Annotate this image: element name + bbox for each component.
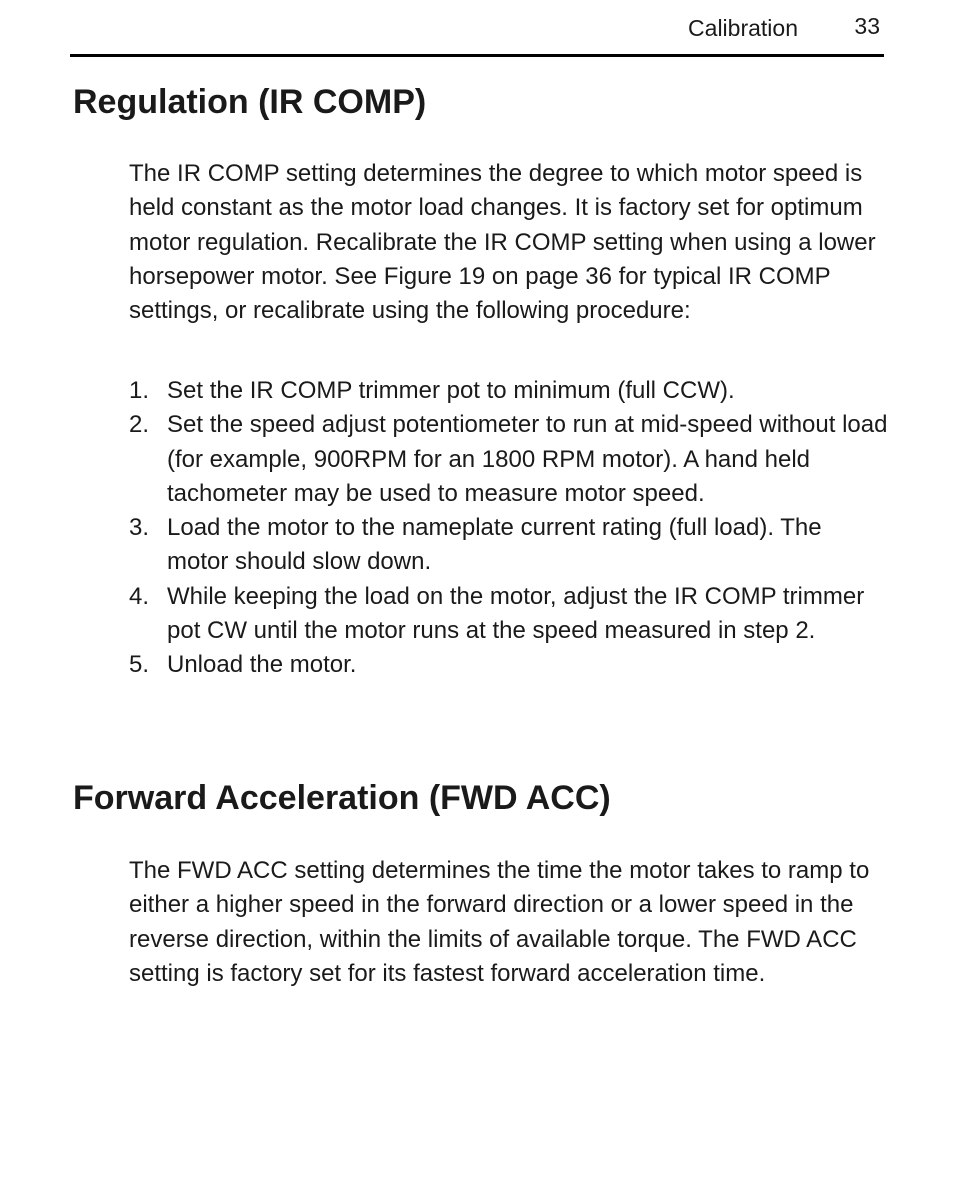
step-text: Unload the motor. (167, 651, 357, 679)
step-text: While keeping the load on the motor, adjust the IR COMP trimmer pot CW until the motor runs at the speed measured in step 2. (167, 582, 865, 645)
running-head (70, 12, 884, 42)
step-number: 3. (129, 514, 150, 542)
list-item (129, 511, 889, 580)
step-text: Load the motor to the nameplate current rating (full load). The motor should slow down. (167, 514, 822, 576)
section-heading-regulation: Regulation (IR COMP) (73, 83, 427, 121)
header-rule (70, 54, 884, 57)
page-number: 33 (854, 13, 880, 39)
step-text: Set the IR COMP trimmer pot to minimum (full CCW). (167, 377, 735, 404)
list-item (129, 580, 889, 649)
section-heading-forward-acceleration: Forward Acceleration (FWD ACC) (73, 779, 611, 817)
list-item (129, 648, 889, 682)
list-item (129, 374, 889, 408)
step-number: 2. (129, 411, 150, 439)
step-number: 1. (129, 377, 150, 404)
step-number: 4. (129, 582, 150, 610)
step-text: Set the speed adjust potentiometer to run at mid-speed without load (for example, 900RPM for an 1800 RPM motor). A hand held tachometer may be used to measure motor speed. (167, 411, 888, 507)
list-item (129, 408, 889, 511)
paragraph-regulation: The IR COMP setting determines the degree to which motor speed is held constant as the motor load changes. It is factory set for optimum motor regulation. Recalibrate the IR COMP setting when using a lower horsepower motor. See Figure 19 on page 36 for typical IR COMP settings, or recalibrate using the following procedure: (129, 160, 876, 325)
step-number: 5. (129, 651, 150, 679)
paragraph-forward-acceleration: The FWD ACC setting determines the time the motor takes to ramp to either a higher speed in the forward direction or a lower speed in the reverse direction, within the limits of available torque. The FWD ACC setting is factory set for its fastest forward acceleration time. (129, 857, 870, 987)
procedure-steps (129, 374, 889, 683)
running-head-section: Calibration (688, 15, 798, 41)
